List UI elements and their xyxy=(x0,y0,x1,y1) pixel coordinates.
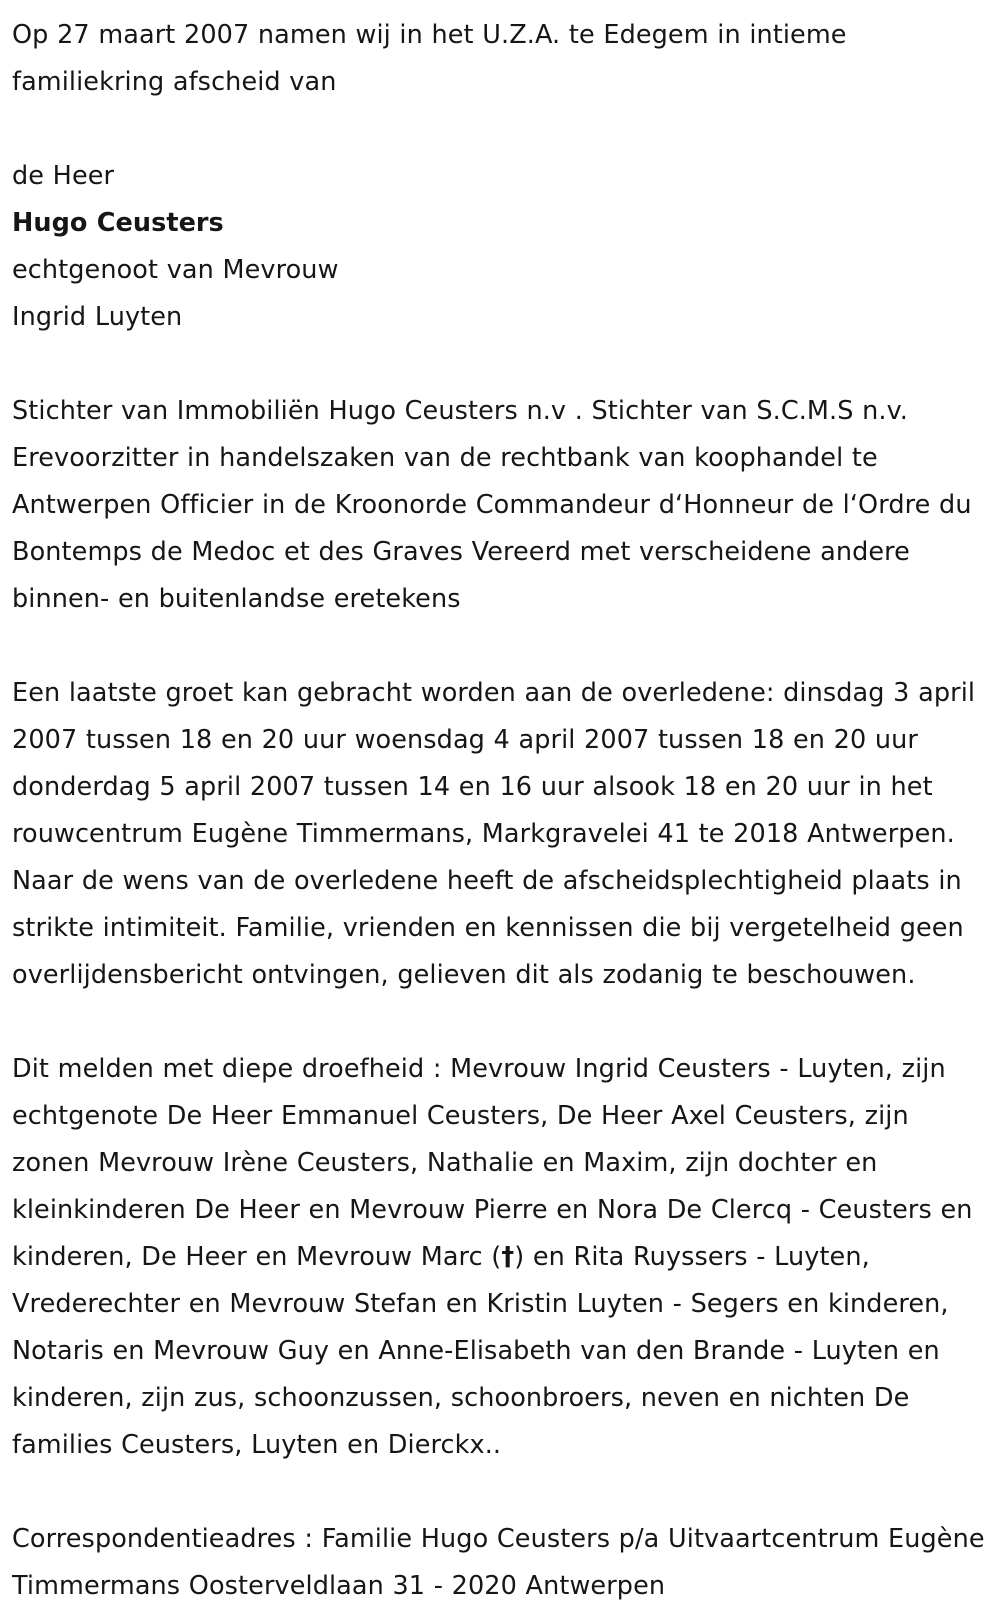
spacer-after-deceased xyxy=(12,341,986,388)
survivors-text-after-dagger: ) en Rita Ruyssers - Luyten, Vrederechter en Mevrouw Stefan en Kristin Luyten - Segers en kinderen, Notaris en Mevrouw Guy en Anne-Elisabeth van den Brande - Luyten en kinderen, zijn zus, schoonzussen, schoonbroers, neven en nichten De families Ceusters, Luyten en Dierckx.. xyxy=(12,1242,949,1460)
deceased-block xyxy=(12,153,986,341)
visitation-paragraph: Een laatste groet kan gebracht worden aan de overledene: dinsdag 3 april 2007 tussen 18 en 20 uur woensdag 4 april 2007 tussen 18 en 20 uur donderdag 5 april 2007 tussen 14 en 16 uur alsook 18 en 20 uur in het rouwcentrum Eugène Timmermans, Markgravelei 41 te 2018 Antwerpen. Naar de wens van de overledene heeft de afscheidsplechtigheid plaats in strikte intimiteit. Familie, vrienden en kennissen die bij vergetelheid geen overlijdensbericht ontvingen, gelieven dit als zodanig te beschouwen. xyxy=(12,678,976,990)
intro-paragraph: Op 27 maart 2007 namen wij in het U.Z.A. te Edegem in intieme familiekring afscheid van xyxy=(12,20,847,97)
spouse-name: Ingrid Luyten xyxy=(12,302,183,332)
dagger-icon: † xyxy=(501,1242,515,1272)
spouse-relation-line: echtgenoot van Mevrouw xyxy=(12,255,339,285)
titles-paragraph: Stichter van Immobiliën Hugo Ceusters n.v . Stichter van S.C.M.S n.v. Erevoorzitter in handelszaken van de rechtbank van koophandel te Antwerpen Officier in de Kroonorde Commandeur d‘Honneur de l‘Ordre du Bontemps de Medoc et des Graves Vereerd met verscheidene andere binnen- en buitenlandse eretekens xyxy=(12,396,972,614)
survivors-paragraph xyxy=(12,1046,986,1469)
deceased-name: Hugo Ceusters xyxy=(12,208,224,238)
survivors-text-before-dagger: Dit melden met diepe droefheid : Mevrouw Ingrid Ceusters - Luyten, zijn echtgenote De Heer Emmanuel Ceusters, De Heer Axel Ceusters, zijn zonen Mevrouw Irène Ceusters, Nathalie en Maxim, zijn dochter en kleinkinderen De Heer en Mevrouw Pierre en Nora De Clercq - Ceusters en kinderen, De Heer en Mevrouw Marc ( xyxy=(12,1054,973,1272)
salutation-line: de Heer xyxy=(12,161,115,191)
correspondence-paragraph: Correspondentieadres : Familie Hugo Ceusters p/a Uitvaartcentrum Eugène Timmermans Oosterveldlaan 31 - 2020 Antwerpen xyxy=(12,1524,985,1601)
